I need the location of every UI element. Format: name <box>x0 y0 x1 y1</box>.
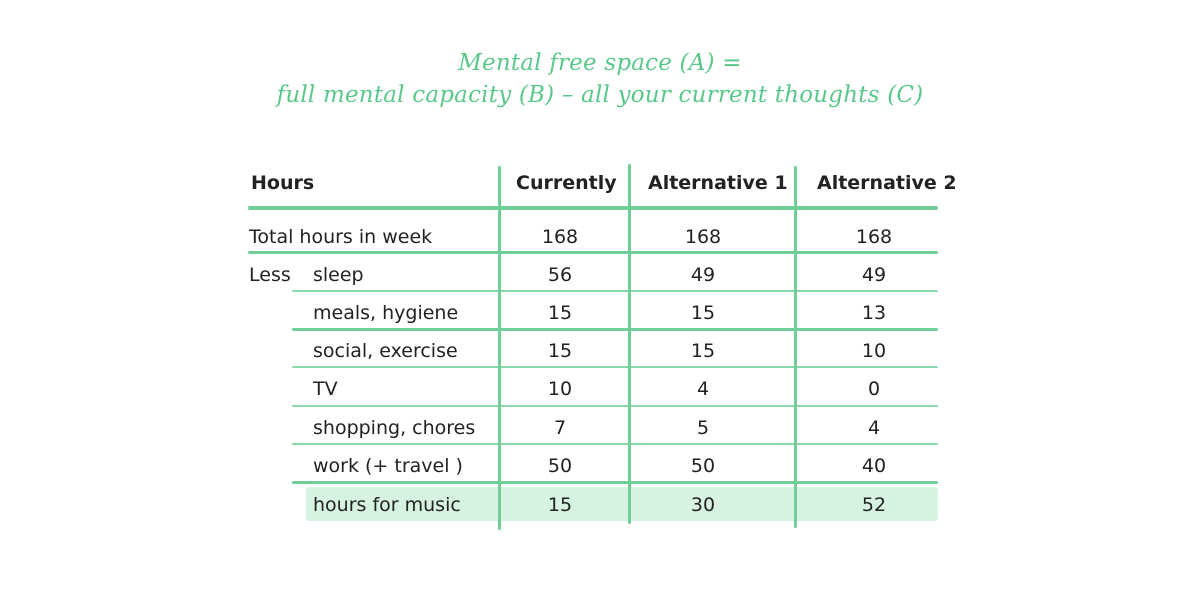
cell-alternative-2: 4 <box>867 417 881 439</box>
row-rule <box>292 481 938 484</box>
cell-alternative-1: 30 <box>690 494 716 516</box>
cell-alternative-1: 49 <box>690 264 716 286</box>
row-rule <box>292 405 938 407</box>
header-alternative-1: Alternative 1 <box>648 172 788 194</box>
cell-alternative-1: 168 <box>684 226 722 248</box>
row-label: social, exercise <box>313 340 458 362</box>
formula-line-2: full mental capacity (B) – all your current thoughts (C) <box>276 82 924 108</box>
cell-alternative-2: 10 <box>861 340 887 362</box>
cell-currently: 10 <box>547 378 573 400</box>
formula-line-1: Mental free space (A) = <box>458 50 742 76</box>
column-divider <box>628 164 631 524</box>
row-label: sleep <box>313 264 364 286</box>
cell-alternative-2: 0 <box>867 378 881 400</box>
cell-alternative-1: 15 <box>690 302 716 324</box>
cell-currently: 7 <box>553 417 567 439</box>
row-rule <box>292 328 938 331</box>
header-hours: Hours <box>251 172 315 194</box>
row-label: TV <box>313 378 338 400</box>
cell-alternative-2: 52 <box>861 494 887 516</box>
cell-alternative-2: 40 <box>861 455 887 477</box>
cell-currently: 15 <box>547 494 573 516</box>
row-rule <box>248 251 938 254</box>
cell-alternative-1: 50 <box>690 455 716 477</box>
header-currently: Currently <box>516 172 617 194</box>
cell-alternative-1: 5 <box>696 417 710 439</box>
group-label-less: Less <box>249 264 291 286</box>
row-label-hours-for-music: hours for music <box>313 494 461 516</box>
cell-currently: 50 <box>547 455 573 477</box>
cell-alternative-2: 13 <box>861 302 887 324</box>
row-label: meals, hygiene <box>313 302 459 324</box>
cell-currently: 15 <box>547 340 573 362</box>
row-label: shopping, chores <box>313 417 476 439</box>
row-rule <box>292 366 938 368</box>
row-label-total: Total hours in week <box>249 226 433 248</box>
cell-currently: 56 <box>547 264 573 286</box>
cell-alternative-1: 4 <box>696 378 710 400</box>
cell-alternative-2: 168 <box>855 226 893 248</box>
cell-currently: 168 <box>541 226 579 248</box>
cell-alternative-1: 15 <box>690 340 716 362</box>
header-alternative-2: Alternative 2 <box>817 172 957 194</box>
header-rule <box>248 206 938 210</box>
cell-alternative-2: 49 <box>861 264 887 286</box>
row-rule <box>292 290 938 292</box>
row-label: work (+ travel ) <box>313 455 463 477</box>
cell-currently: 15 <box>547 302 573 324</box>
row-rule <box>292 443 938 445</box>
column-divider <box>794 166 797 528</box>
